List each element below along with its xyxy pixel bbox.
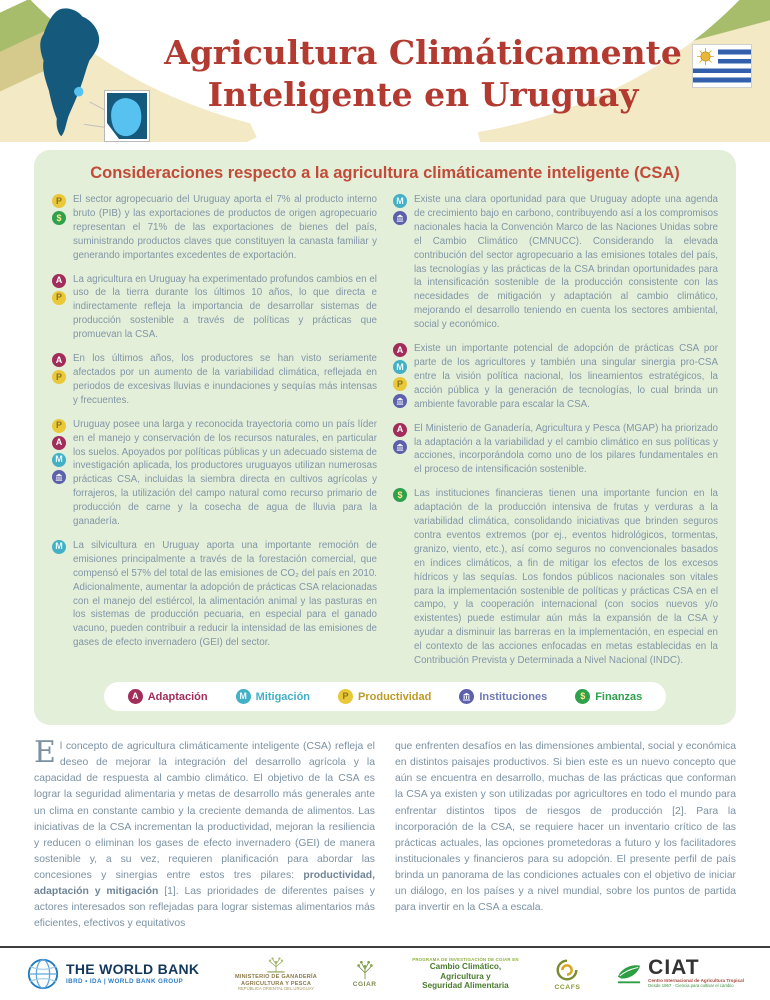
bullet-text: Las instituciones financieras tienen una importante funcion en la adaptación de la producción intensiva de frutas y verduras a la variabilidad climática, consolidando iniciativas que brinden seguros contra eventos extremos (por ej., eventos hidrológicos, tormentas, granizo, viento, etc.), así como seguros no convencionales basados en índices climáticos, a fin de mitigar los efectos de los excesos hídricos y las sequías. Los fondos públicos nacionales son vitales para la implementación sostenible de políticas y prácticas CSA en el campo, y la cooperación internacional (con socios nuevos y/o existentes) puede estimular aún más la expansión de la CSA y ayudar a disminuir las barreras en la implementación, en especial en el contexto de las acciones enfocadas en metas establecidas en la Contribución Prevista y Determinada a Nivel Nacional (INDC). xyxy=(414,488,718,667)
adaptation-icon: A xyxy=(52,436,66,450)
adaptation-icon: A xyxy=(52,353,66,367)
bullet-item xyxy=(52,539,377,650)
considerations-panel xyxy=(34,150,736,725)
ciat-label: CIAT xyxy=(648,956,700,980)
adaptation-icon: A xyxy=(393,343,407,357)
ciat-leaf-icon xyxy=(616,962,642,986)
world-bank-name: THE WORLD BANK xyxy=(66,961,200,978)
title-line1: Agricultura Climáticamente xyxy=(164,33,682,72)
adaptation-icon: A xyxy=(128,689,143,704)
legend-label: Finanzas xyxy=(595,690,643,703)
considerations-left-column xyxy=(52,193,377,678)
bullet-text: La silvicultura en Uruguay aporta una importante remoción de emisiones principalmente a través de la forestación comercial, que compensó el 57% del total de las emisiones de CO₂ del país en 2010. Adicionalmente, aumentar la adopción de prácticas CSA relacionadas con el manejo del estiércol, la alimentación animal y las pasturas en los sistemas de producción pecuaria, en especial para el ganado vacuno, pueden contribuir a reducir la intensidad de las emisiones de gases de efecto invernadero (GEI) del sector. xyxy=(73,539,377,649)
ccafs-program-line3: Seguridad Alimentaria xyxy=(422,981,509,991)
legend-item-mitigacion xyxy=(236,689,310,704)
institutions-icon xyxy=(52,470,66,484)
finance-icon: $ xyxy=(575,689,590,704)
legend-row xyxy=(52,682,718,711)
cgiar-label: CGIAR xyxy=(352,980,377,988)
productivity-icon: P xyxy=(52,291,66,305)
ciat-subtitle2: Desde 1967 · Ciencia para cultivar el cambio xyxy=(648,982,734,988)
ccafs-program-line1: Cambio Climático, xyxy=(429,962,502,972)
uruguay-flag-icon xyxy=(692,44,752,88)
mitigation-icon: M xyxy=(393,360,407,374)
bullet-item xyxy=(52,418,377,529)
considerations-heading: Consideraciones respecto a la agricultura climáticamente inteligente (CSA) xyxy=(90,164,680,182)
bullet-item xyxy=(393,193,718,332)
bullet-text: Uruguay posee una larga y reconocida trayectoria como un país líder en el manejo y conservación de los recursos naturales, en particular los suelos. Apoyados por políticas públicas y un adecuado sistema de investigación aplicada, los productores uruguayos utilizan numerosas prácticas CSA, incluidas la siembra directa en cultivos agrícolas y forrajeros, la utilización del campo natural como recurso primario de producción de carne y la cosecha de agua de lluvia para la ganadería. xyxy=(73,418,377,528)
legend-item-adaptacion xyxy=(128,689,208,704)
bullet-text: El Ministerio de Ganadería, Agricultura y Pesca (MGAP) ha priorizado la adaptación a la variabilidad y el cambio climático en sus políticas y acciones, incorporándola como uno de los pilares fundamentales en el proceso de intensificación sostenible. xyxy=(414,422,718,476)
bullet-item xyxy=(52,352,377,408)
mgap-line2: AGRICULTURA Y PESCA xyxy=(240,980,312,987)
bullet-item xyxy=(393,487,718,668)
flag-canton xyxy=(693,45,718,68)
bullet-item xyxy=(393,422,718,478)
ciat-subtitle1: Centro Internacional de Agricultura Tropical xyxy=(648,978,744,984)
mitigation-icon: M xyxy=(393,194,407,208)
drop-cap: E xyxy=(34,735,56,770)
sun-of-may-icon xyxy=(697,48,714,65)
intro-left-pre: l concepto de agricultura climáticamente inteligente (CSA) refleja el deseo de mejorar la integración del desarrollo agrícola y la capacidad de respuesta al cambio climático. El objetivo de la CSA es lograr la seguridad alimentaria y metas de desarrollo más generales ante un clima en constante cambio y la creciente demanda de alimentos. Las iniciativas de la CSA incrementan la productividad, mejoran la resiliencia y reducen o eliminan los gases de efecto invernadero (GEI) de manera sostenible y, a su vez, requieren planificación para abordar las concesiones y sinergias entre estos tres pilares: xyxy=(34,741,375,881)
legend-label: Mitigación xyxy=(255,690,311,703)
bullet-item xyxy=(52,193,377,263)
bullet-icon-stack xyxy=(52,352,66,408)
finance-icon: $ xyxy=(393,488,407,502)
uruguay-map-inset xyxy=(104,90,150,142)
legend-label: Adaptación xyxy=(147,690,208,703)
bullet-text: El sector agropecuario del Uruguay aporta el 7% al producto interno bruto (PIB) y las exportaciones de productos de origen agropecuario representan el 71% de las exportaciones de bienes del país, suministrando productos claves que constituyen la canasta familiar y generando importantes excedentes de exportación. xyxy=(73,194,377,261)
legend-item-instituciones xyxy=(459,689,547,704)
intro-left-post: [1]. Las prioridades de diferentes países y actores interesados son reflejadas para lograr sistemas alimentarios más eficientes, efectivos y equitativos xyxy=(34,886,375,930)
mgap-line1: MINISTERIO DE GANADERÍA xyxy=(235,974,317,981)
mitigation-icon: M xyxy=(52,540,66,554)
institutions-icon xyxy=(393,211,407,225)
bullet-item xyxy=(52,273,377,343)
bullet-icon-stack xyxy=(52,273,66,343)
intro-right-column: que enfrenten desafíos en las dimensiones ambiental, social y económica en distintos paisajes productivos. Si bien este es un nuevo concepto que aún se encuentra en desarrollo, muchas de las prácticas que conforman la CSA ya existen y son utilizadas por agricultores en todo el mundo para enfrentar distintos tipos de riesgos de producción [2]. Para la incorporación de la CSA, se requiere hacer un inventario crítico de las prácticas actuales, las opciones prometedoras a futuro y los facilitadores institucionales y financieros para su adopción. El presente perfil de país brinda un panorama de las condiciones actuales con el objetivo de iniciar un diálogo, en los países y a nivel mundial, sobre los puntos de partida para invertir en la CSA a escala. xyxy=(395,741,736,914)
mitigation-icon: M xyxy=(236,689,251,704)
legend-label: Instituciones xyxy=(479,690,548,703)
world-bank-subtitle: IBRD • IDA | WORLD BANK GROUP xyxy=(66,978,184,986)
considerations-columns xyxy=(52,193,718,678)
page-title xyxy=(160,32,686,116)
ccafs-program-overline: PROGRAMA DE INVESTIGACIÓN DE CGIAR EN xyxy=(412,956,519,962)
institutions-icon xyxy=(393,394,407,408)
institutions-icon xyxy=(393,440,407,454)
mgap-crest-icon xyxy=(263,956,289,974)
intro-left-column xyxy=(34,735,375,946)
mitigation-icon: M xyxy=(52,453,66,467)
bullet-icon-stack xyxy=(393,342,407,412)
mgap-line3: REPÚBLICA ORIENTAL DEL URUGUAY xyxy=(237,986,315,991)
page-footer xyxy=(0,946,770,1000)
intro-text xyxy=(0,725,770,946)
adaptation-icon: A xyxy=(52,274,66,288)
legend-label: Productividad xyxy=(358,690,432,703)
ccafs-logo xyxy=(554,957,580,992)
adaptation-icon: A xyxy=(393,423,407,437)
productivity-icon: P xyxy=(338,689,353,704)
world-bank-logo xyxy=(26,957,199,991)
productivity-icon: P xyxy=(52,370,66,384)
ccafs-label: CCAFS xyxy=(554,983,581,991)
legend-item-productividad xyxy=(338,689,431,704)
intro-left-bold: productividad, adaptación y mitigación xyxy=(34,870,375,898)
bullet-icon-stack xyxy=(393,487,407,668)
bullet-text: La agricultura en Uruguay ha experimentado profundos cambios en el uso de la tierra durante los últimos 10 años, lo que directa e indirectamente refleja la importancia de desarrollar sistemas de producción sostenible a través de políticas y prácticas que promuevan la CSA. xyxy=(73,273,377,341)
title-line2: Inteligente en Uruguay xyxy=(207,75,639,115)
productivity-icon: P xyxy=(393,377,407,391)
legend-item-finanzas xyxy=(575,689,642,704)
cgiar-tree-icon xyxy=(354,960,376,980)
considerations-right-column xyxy=(393,193,718,678)
ccafs-program-line2: Agricultura y xyxy=(440,971,491,981)
ciat-logo xyxy=(616,956,744,988)
world-bank-globe-icon xyxy=(26,957,60,991)
bullet-icon-stack xyxy=(52,418,66,529)
bullet-text: En los últimos años, los productores se han visto seriamente afectados por un aumento de la variabilidad climática, reflejada en periodos de excesivas lluvias e inundaciones y sequías más intensas y frecuentes. xyxy=(73,353,377,406)
bullet-icon-stack xyxy=(52,193,66,263)
productivity-icon: P xyxy=(52,419,66,433)
ccafs-program-text xyxy=(412,957,519,991)
finance-icon: $ xyxy=(52,211,66,225)
bullet-icon-stack xyxy=(52,539,66,650)
page-header xyxy=(0,0,770,142)
legend xyxy=(104,682,667,711)
bullet-icon-stack xyxy=(393,193,407,332)
bullet-item xyxy=(393,342,718,412)
productivity-icon: P xyxy=(52,194,66,208)
bullet-text: Existe una clara oportunidad para que Uruguay adopte una agenda de crecimiento bajo en carbono, contribuyendo así a los compromisos nacionales hacia la Convención Marco de las Naciones Unidas sobre el Cambio Climático (CMNUCC). Considerando la elevada contribución del sector agropecuario a las emisiones totales del país, las tecnologías y las prácticas de la CSA brindan oportunidades para la intensificación sostenible de la producción consistente con las necesidades de mitigación y adaptación al cambio climático, mejorando el desarrollo teniendo en cuenta los sectores ambiental, social y económico. xyxy=(414,194,718,331)
cgiar-logo xyxy=(353,960,377,989)
institutions-icon xyxy=(459,689,474,704)
mgap-logo xyxy=(235,956,317,992)
ccafs-circle-icon xyxy=(554,957,580,983)
bullet-icon-stack xyxy=(393,422,407,478)
bullet-text: Existe un importante potencial de adopción de prácticas CSA por parte de los agricultores y también una singular sinergia pro-CSA entre la visión política nacional, los lineamientos estratégicos, la acción pública y la generación de tecnologías, lo cual brinda un ambiente favorable para escalar la CSA. xyxy=(414,343,718,410)
